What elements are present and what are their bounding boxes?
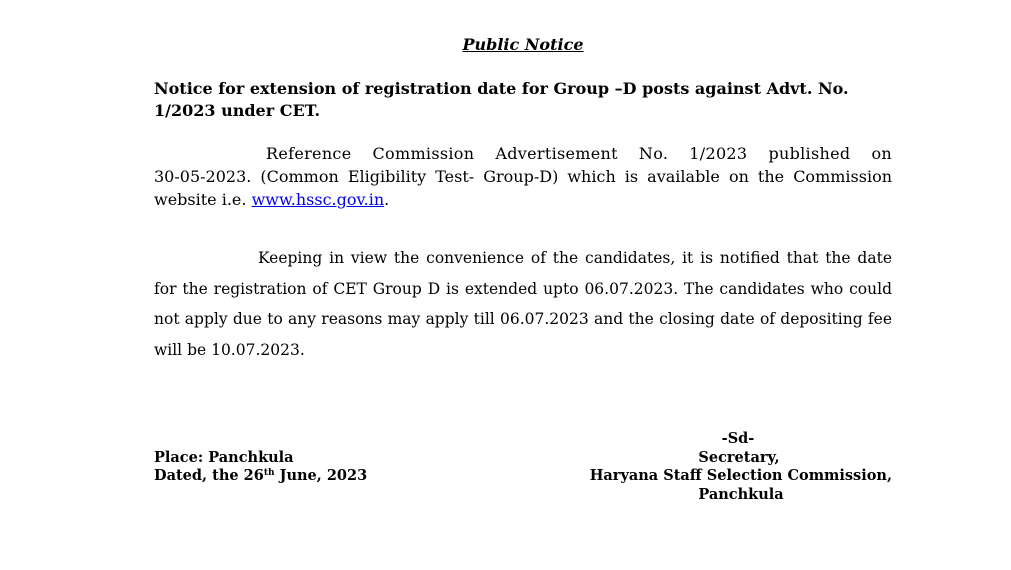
notice-title: Public Notice [462,35,584,54]
date-label [154,467,367,485]
reference-line-1: Reference Commission Advertisement No. 1/2023 published on [266,144,892,163]
date-ordinal: th [263,468,275,478]
reference-paragraph [154,142,892,211]
date-rest: June, 2023 [274,467,368,484]
signatory-organization: Haryana Staff Selection Commission, [589,467,892,484]
signature-sd: -Sd- [721,430,755,447]
extension-paragraph: Keeping in view the convenience of the candidates, it is notified that the date for the registration of CET Group D is extended upto 06.07.2023. The candidates who could not apply due to any reasons may apply till 06.07.2023 and the closing date of depositing fee will be 10.07.2023. [154,249,892,359]
date-prefix: Dated, the 26 [154,467,264,484]
notice-page [154,0,892,570]
place-date-block [154,449,367,485]
commission-website-link[interactable]: www.hssc.gov.in [251,190,385,209]
notice-subject: Notice for extension of registration date for Group –D posts against Advt. No. 1/2023 under CET. [154,79,849,120]
signatory-city: Panchkula [698,485,784,503]
place-label: Place: Panchkula [154,449,294,466]
reference-text: 30-05-2023. (Common Eligibility Test- Group-D) which is available on the Commission website i.e. [154,167,892,209]
reference-end: . [384,190,390,209]
signature-block [572,430,892,504]
signatory-designation: Secretary, [698,448,780,466]
